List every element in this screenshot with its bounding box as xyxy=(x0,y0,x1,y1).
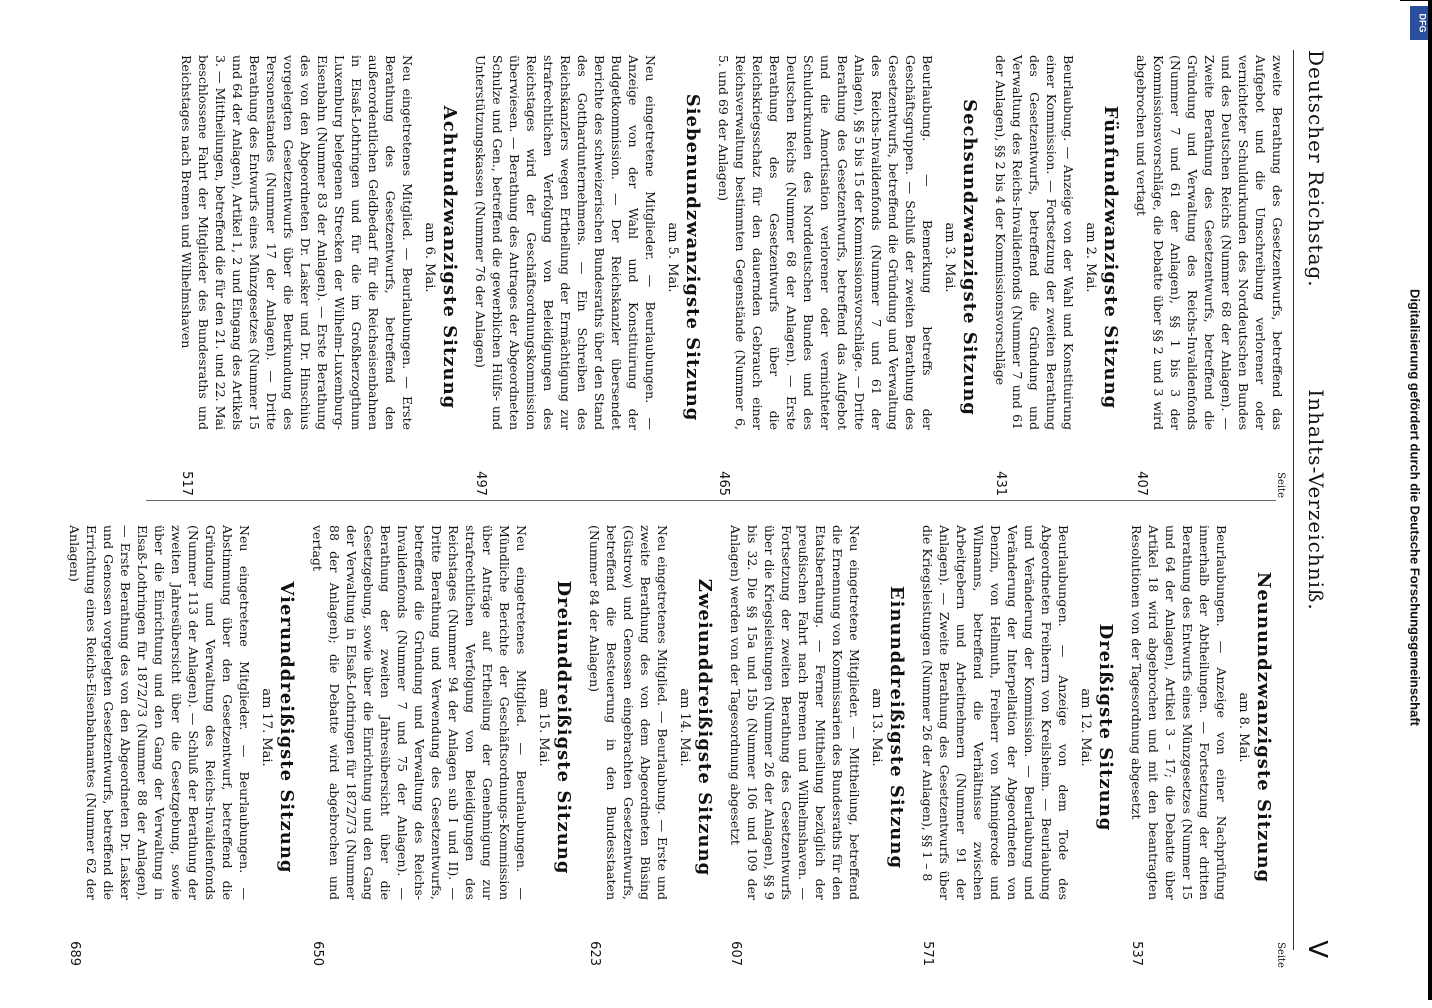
session-date: am 15. Mai. xyxy=(536,688,551,767)
session-entry xyxy=(715,55,980,496)
session-summary xyxy=(992,55,1077,496)
session-date: am 2. Mai. xyxy=(1083,222,1098,293)
session-title: Einunddreißigste Sitzung xyxy=(886,585,907,870)
session-title: Dreiunddreißigste Sitzung xyxy=(553,580,574,875)
session-summary xyxy=(715,55,936,496)
session-date: am 14. Mai. xyxy=(677,688,692,767)
session-title: Sechsundzwanzigste Sitzung xyxy=(959,99,980,416)
dfg-logo-text: DFG xyxy=(1417,13,1428,33)
session-text: Beurlaubungen. — Anzeige von dem Tode des Abgeordneten Freiherrn von Kreilsheim. — Beurlaubung und Veränderung der Kommission. — Beurlaubung und Veränderung der Interpellation der Abgeordneten von Denzin, von Hellmuth, Freiherr von Minnigerode und Wilmanns, betreffend die Verhältnisse zwischen Arbeitgebern und Arbeitnehmern (Nummer 91 der Anlagen). — Zweite Berathung des Gesetzentwurfs über die Kriegsleistungen (Nummer 26 der Anlagen), §§ 1 – 8 xyxy=(920,525,1071,900)
session-summary xyxy=(727,525,863,966)
seite-label: Seite xyxy=(1275,472,1286,498)
session-text: Beurlaubung. — Bemerkung betreffs der Geschäftsgruppen. — Schluß der zweiten Berathung des Gesetzentwurfs, betreffend die Gründung und Verwaltung des Reichs-Invalidenfonds (Nummer 7 und 61 der Anlagen), §§ 5 bis 15 der Kommissionsvorschläge. — Dritte Berathung des Gesetzentwurfs, betreffend das Aufgebot und die Amortisation verlorener oder vernichteter Schuldurkunden des Norddeutschen Bundes und des Deutschen Reichs (Nummer 68 der Anlagen). — Erste Berathung des Gesetzentwurfs über die Reichskriegsschatz für den dauernden Gebrauch einer Reichsverwaltung bestimmten Gegenstände (Nummer 6, 5. und 69 der Anlagen) xyxy=(716,55,935,430)
header-left: Deutscher Reichstag. xyxy=(1304,50,1328,288)
session-date: am 13. Mai. xyxy=(869,688,884,767)
session-text: Neu eingetretenes Mitglied. — Beurlaubungen. — Erste Berathung des Gesetzentwurfs, betreffend den außerordentlichen Geldbedarf für die Reichseisenbahnen in Elsaß-Lothringen und für die im Großherzogthum Luxemburg belegenen Strecken der Wilhelm-Luxemburg-Eisenbahn (Nummer 83 der Anlagen). — Erste Berathung des von den Abgeordneten Dr. Lasker und Dr. Hinschius vorgelegten Gesetzentwurfs über die Beurkundung des Personenstandes (Nummer 17 der Anlagen). — Dritte Berathung des Entwurfs eines Münzgesetzes (Nummer 15 und 64 der Anlagen), Artikel 1, 2 und Eingang des Artikels 3. — Mittheilungen, betreffend die für den 21. und 22. Mai beschlossene Fahrt der Mitglieder des Bundesraths und Reichstages nach Bremen und Wilhelmshaven xyxy=(179,55,415,430)
session-title: Fünfundzwanzigste Sitzung xyxy=(1100,105,1121,410)
session-entry xyxy=(66,525,297,966)
column-divider xyxy=(146,500,1276,501)
index-page xyxy=(67,20,1346,980)
session-title: Vierunddreißigste Sitzung xyxy=(276,581,297,874)
session-text: Neu eingetretenes Mitglied. — Beurlaubungen. — Mündliche Berichte der Geschäftsordnungs-Kommission über Anträge auf Ertheilung der Genehmigung zur strafrechtlichen Verfolgung von Beleidigungen des Reichstages (Nummer 94 der Anlagen sub I und II). — Dritte Berathung und Verwendung des Gesetzentwurfs, betreffend die Gründung und Verwaltung des Reichs-Invalidenfonds (Nummer 7 und 75 der Anlagen). — Berathung der zweiten Jahresübersicht über die Gesetzgebung, sowie über die Einrichtung und den Gang der Verwaltung in Elsaß-Lothringen für 1872/73 (Nummer 88 der Anlagen); die Debatte wird abgebrochen und vertagt xyxy=(310,525,529,900)
session-date: am 3. Mai. xyxy=(942,222,957,293)
session-page: 431 xyxy=(993,471,1008,496)
continuation-body: zweite Berathung des Gesetzentwurfs, betreffend das Aufgebot und die Umschreibung verlorener oder vernichteter Schuldurkunden des Norddeutschen Bundes und des Deutschen Reichs (Nummer 68 der Anlagen). — Zweite Berathung des Gesetzentwurfs, betreffend die Gründung und Verwaltung des Reichs-Invalidenfonds (Nummer 7 und 61 der Anlagen), §§ 1 bis 3 der Kommissionsvorschläge, die Debatte über §§ 2 und 3 wird abgebrochen und vertagt xyxy=(1134,55,1285,430)
session-date: am 5. Mai. xyxy=(665,222,680,293)
continuation-page: 407 xyxy=(1134,471,1149,496)
session-page: 650 xyxy=(310,941,325,966)
session-page: 537 xyxy=(1129,941,1144,966)
session-text: Neu eingetretenes Mitglied. — Beurlaubung. — Erste und zweite Berathung des von dem Abgeordneten Büsing (Güstrow) und Genossen eingebrachten Gesetzentwurfs, betreffend die Besteuerung in den Bundesstaaten (Nummer 84 der Anlagen) xyxy=(587,525,670,900)
session-date: am 17. Mai. xyxy=(259,688,274,767)
right-column xyxy=(66,525,1286,968)
session-entry xyxy=(992,55,1121,496)
page-numeral: V xyxy=(1302,940,1332,958)
funding-text: Digitalisierung gefördert durch die Deutsche Forschungsgemeinschaft xyxy=(1407,288,1423,727)
session-page: 517 xyxy=(179,471,194,496)
session-summary xyxy=(1128,525,1230,966)
session-page: 465 xyxy=(716,471,731,496)
session-title: Dreißigste Sitzung xyxy=(1095,623,1116,832)
session-summary xyxy=(66,525,253,966)
seite-label: Seite xyxy=(1275,942,1286,968)
session-summary xyxy=(919,525,1072,966)
session-entry xyxy=(472,55,703,496)
header-rule xyxy=(1293,50,1294,950)
session-page: 689 xyxy=(67,941,82,966)
session-entry xyxy=(586,525,715,966)
session-title: Siebenundzwanzigste Sitzung xyxy=(682,93,703,422)
session-entry xyxy=(309,525,574,966)
session-text: Beurlaubung. — Anzeige von der Wahl und Konstituirung einer Kommission. — Fortsetzung der zweiten Berathung des Gesetzentwurfs, betreffend die Gründung und Verwaltung des Reichs-Invalidenfonds (Nummer 7 und 61 der Anlagen), §§ 2 bis 4 der Kommissionsvorschläge xyxy=(993,55,1076,430)
session-summary xyxy=(586,525,671,966)
left-column xyxy=(178,55,1286,498)
session-date: am 8. Mai. xyxy=(1236,692,1251,763)
session-date: am 6. Mai. xyxy=(422,222,437,293)
scan-border xyxy=(1428,0,1432,1000)
session-page: 497 xyxy=(473,471,488,496)
session-title: Zweiunddreißigste Sitzung xyxy=(694,578,715,877)
session-text: Neu eingetretene Mitglieder. — Mittheilung, betreffend die Ernennung von Kommissarien des Bundesraths für den Etatsberathung. — Ferner Mittheilung bezüglich der preußischen Fahrt nach Bremen und Wilhelmshaven. — Fortsetzung der zweiten Berathung des Gesetzentwurfs über die Kriegsleistungen (Nummer 26 der Anlagen), §§ 9 bis 32. Die §§ 15a und 15b (Nummer 106 und 109 der Anlagen) werden von der Tagesordnung abgesetzt xyxy=(728,525,862,900)
session-page: 623 xyxy=(587,941,602,966)
session-entry xyxy=(919,525,1116,966)
session-summary xyxy=(472,55,659,496)
running-head xyxy=(1288,20,1332,980)
session-summary xyxy=(309,525,530,966)
session-text: Neu eingetretene Mitglieder. — Beurlaubungen. — Abstimmung über den Gesetzentwurf, betreffend die Gründung und Verwaltung des Reichs-Invalidenfonds (Nummer 113 der Anlagen). — Schluß der Berathung der zweiten Jahresübersicht über die Gesetzgebung, sowie über die Einrichtung und den Gang der Verwaltung in Elsaß-Lothringen für 1872/73 (Nummer 88 der Anlagen). — Erste Berathung des von den Abgeordneten Dr. Lasker und Genossen vorgelegten Gesetzentwurfs, betreffend die Errichtung eines Reichs-Eisenbahnamtes (Nummer 62 der Anlagen) xyxy=(67,525,252,900)
session-page: 607 xyxy=(728,941,743,966)
session-summary xyxy=(178,55,416,496)
funding-note xyxy=(1398,0,1432,1000)
session-title: Achtundzwanzigste Sitzung xyxy=(439,105,460,410)
session-entry xyxy=(727,525,907,966)
session-title: Neunundzwanzigste Sitzung xyxy=(1253,571,1274,884)
session-page: 571 xyxy=(920,941,935,966)
session-entry xyxy=(178,55,460,496)
session-text: Beurlaubungen. — Anzeige von einer Nachprüfung innerhalb der Abtheilungen. — Fortsetzung der dritten Berathung des Entwurfs eines Münzgesetzes (Nummer 15 und 64 der Anlagen), Artikel 3 – 17; die Debatte über Artikel 18 wird abgebrochen und mit den beantragten Resolutionen von der Tagesordnung abgesetzt xyxy=(1129,525,1229,900)
session-entry xyxy=(1128,525,1274,966)
session-date: am 12. Mai. xyxy=(1078,688,1093,767)
session-text: Neu eingetretene Mitglieder. — Beurlaubungen. — Anzeige von der Wahl und Konstituirung der Budgetkommission. — Der Reichskanzler übersendet Berichte des schweizerischen Bundesraths über den Stand des Gotthardunternehmens. — Ein Schreiben des Reichskanzlers wegen Ertheilung der Ermächtigung zur strafrechtlichen Verfolgung von Beleidigungen des Reichstages wird der Geschäftsordnungskommission überwiesen. — Berathung des Antrages der Abgeordneten Schulze und Gen., betreffend die gewerblichen Hülfs- und Unterstützungskassen (Nummer 76 der Anlagen) xyxy=(473,55,658,430)
header-center: Inhalts-Verzeichniß. xyxy=(1304,389,1328,611)
